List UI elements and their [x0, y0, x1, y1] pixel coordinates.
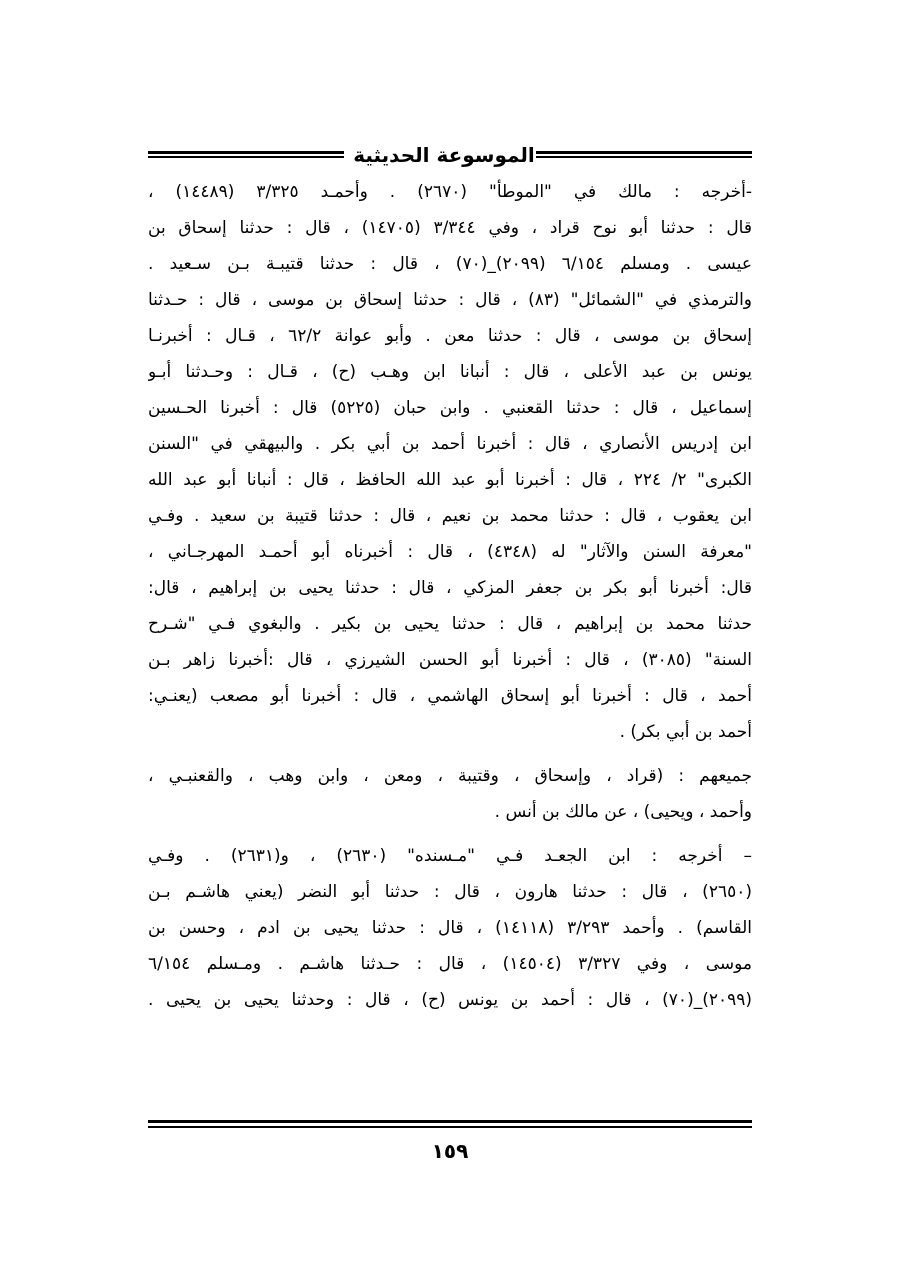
text-line: السنة" (٣٠٨٥) ، قال : أخبرنا أبو الحسن الشيرزي ، قال :أخبرنا زاهر بـن: [148, 650, 752, 670]
page-number: ١٥٩: [431, 1139, 469, 1163]
text-line: ابن إدريس الأنصاري ، قال : أخبرنا أحمد بن أبي بكر . والبيهقي في "السنن: [148, 434, 752, 454]
text-line: إسماعيل ، قال : حدثنا القعنبي . وابن حبان (٥٢٢٥) قال : أخبرنا الحـسين: [148, 398, 752, 418]
text-line: القاسم) . وأحمد ٣/٢٩٣ (١٤١١٨) ، قال : حدثنا يحيى بن ادم ، وحسن بن: [148, 918, 752, 938]
text-line: "معرفة السنن والآثار" له (٤٣٤٨) ، قال : أخبرناه أبو أحمـد المهرجـاني ،: [148, 542, 752, 562]
text-line: قال: أخبرنا أبو بكر بن جعفر المزكي ، قال : حدثنا يحيى بن إبراهيم ، قال:: [148, 578, 752, 598]
text-line: حدثنا محمد بن إبراهيم ، قال : حدثنا يحيى بن بكير . والبغوي فـي "شـرح: [148, 614, 752, 634]
text-line: ابن يعقوب ، قال : حدثنا محمد بن نعيم ، قال : حدثنا قتيبة بن سعيد . وفـي: [148, 506, 752, 526]
text-line: (٢٦٥٠) ، قال : حدثنا هارون ، قال : حدثنا أبو النضر (يعني هاشـم بـن: [148, 882, 752, 902]
header-title: الموسوعة الحديثية: [353, 143, 535, 167]
paragraph-summary: [148, 758, 752, 830]
text-line: أحمد ، قال : أخبرنا أبو إسحاق الهاشمي ، قال : أخبرنا أبو مصعب (يعنـي:: [148, 686, 752, 706]
text-line: إسحاق بن موسى ، قال : حدثنا معن . وأبو عوانة ٦٢/٢ ، قـال : أخبرنـا: [148, 326, 752, 346]
text-line: والترمذي في "الشمائل" (٨٣) ، قال : حدثنا إسحاق بن موسى ، قال : حـدثنا: [148, 290, 752, 310]
text-line: أحمد بن أبي بكر) .: [619, 722, 752, 742]
text-line: يونس بن عبد الأعلى ، قال : أنبانا ابن وهـب (ح) ، قـال : وحـدثنا أبـو: [148, 362, 752, 382]
running-header: [148, 140, 752, 170]
paragraph-takhrij-ibn-al-jad: [148, 838, 752, 1018]
text-line: قال : حدثنا أبو نوح قراد ، وفي ٣/٣٤٤ (١٤٧٠٥) ، قال : حدثنا إسحاق بن: [148, 218, 752, 238]
footnote-body: [148, 174, 752, 1094]
footer-rule-bottom: [148, 1126, 752, 1128]
text-line: موسى ، وفي ٣/٣٢٧ (١٤٥٠٤) ، قال : حـدثنا هاشـم . ومـسلم ٦/١٥٤: [148, 954, 752, 974]
text-line: – أخرجه : ابن الجعـد فـي "مـسنده" (٢٦٣٠) ، و(٢٦٣١) . وفـي: [148, 846, 752, 866]
text-line: الكبرى" ٢/ ٢٢٤ ، قال : أخبرنا أبو عبد الله الحافظ ، قال : أنبانا أبو عبد الله: [148, 470, 752, 490]
footer-rule-top: [148, 1120, 752, 1123]
text-line: -أخرجه : مالك في "الموطأ" (٢٦٧٠) . وأحمـد ٣/٣٢٥ (١٤٤٨٩) ،: [148, 182, 752, 202]
text-line: (٢٠٩٩)_(٧٠) ، قال : أحمد بن يونس (ح) ، قال : وحدثنا يحيى بن يحيى .: [148, 990, 752, 1010]
text-line: وأحمد ، ويحيى) ، عن مالك بن أنس .: [494, 802, 752, 822]
paragraph-takhrij-malik: [148, 174, 752, 750]
text-line: جميعهم : (قراد ، وإسحاق ، وقتيبة ، ومعن ، وابن وهب ، والقعنبـي ،: [148, 766, 752, 786]
text-line: عيسى . ومسلم ٦/١٥٤ (٢٠٩٩)_(٧٠) ، قال : حدثنا قتيبـة بـن سـعيد .: [148, 254, 752, 274]
